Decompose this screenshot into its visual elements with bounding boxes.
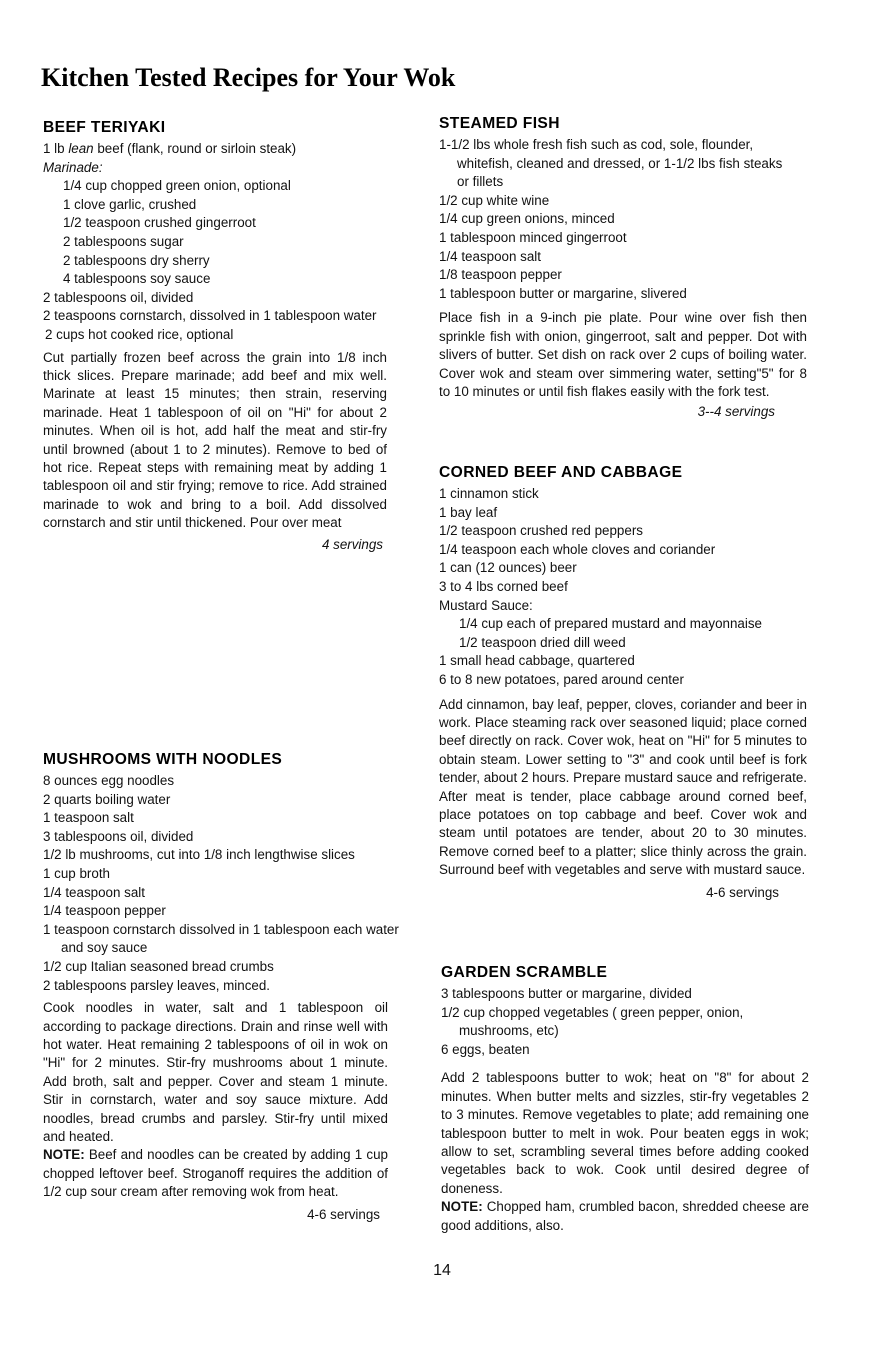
recipe-steamed-fish xyxy=(439,114,807,422)
servings: 4-6 servings xyxy=(307,1206,380,1222)
ingredient-text: beef (flank, round or sirloin steak) xyxy=(93,141,297,156)
servings: 4-6 servings xyxy=(706,884,779,900)
directions: Add 2 tablespoons butter to wok; heat on "8" for about 2 minutes. When butter melts and sizzles, stir-fry vegetables 2 to 3 minutes. Remove vegetables to plate; add remaining one tablespoon butter to melt in wok. Pour beaten eggs in wok; allow to set, scrambling several times before adding cooked vegetables back to wok. Cook until desired degree of doneness. xyxy=(441,1070,809,1196)
note-text: Beef and noodles can be created by adding 1 cup chopped leftover beef. Stroganoff requires the addition of 1/2 cup sour cream after removing wok from heat. xyxy=(43,1147,388,1200)
ingredient: 1/2 teaspoon crushed red peppers xyxy=(439,523,643,539)
ingredient: 1 tablespoon minced gingerroot xyxy=(439,229,627,245)
ingredient xyxy=(43,140,387,159)
mustard-sauce-label: Mustard Sauce: xyxy=(439,597,533,613)
ingredient-list xyxy=(439,485,807,690)
ingredient: 2 tablespoons sugar xyxy=(63,233,184,249)
ingredient: 1 bay leaf xyxy=(439,504,498,520)
ingredient: 2 teaspoons cornstarch, dissolved in 1 tablespoon water xyxy=(43,308,377,324)
note-label: NOTE: xyxy=(441,1199,483,1215)
note-text: Chopped ham, crumbled bacon, shredded cheese are good additions, also. xyxy=(441,1199,809,1233)
ingredient: 1 can (12 ounces) beer xyxy=(439,560,577,576)
ingredient: 1 cup broth xyxy=(43,865,110,881)
ingredient: 1/4 teaspoon pepper xyxy=(43,903,166,919)
ingredient: 8 ounces egg noodles xyxy=(43,773,175,788)
ingredient: 1/2 cup chopped vegetables ( green pepper, onion, mushrooms, etc) xyxy=(441,1004,744,1039)
recipe-mushrooms-with-noodles xyxy=(43,750,399,1224)
recipe-title: CORNED BEEF AND CABBAGE xyxy=(439,464,683,481)
ingredient: 1/4 teaspoon each whole cloves and coriander xyxy=(439,541,716,557)
ingredient: 1/2 cup Italian seasoned bread crumbs xyxy=(43,958,274,974)
servings: 3--4 servings xyxy=(697,404,775,420)
recipe-title: STEAMED FISH xyxy=(439,115,560,132)
note xyxy=(441,1198,809,1235)
ingredient: 3 to 4 lbs corned beef xyxy=(439,578,568,594)
marinade-label: Marinade: xyxy=(43,159,103,175)
recipe-title: BEEF TERIYAKI xyxy=(43,119,166,136)
ingredient: 1 teaspoon cornstarch dissolved in 1 tablespoon each water and soy sauce xyxy=(43,921,399,956)
directions: Cut partially frozen beef across the grain into 1/8 inch thick slices. Prepare marinade; add beef and mix well. Marinate at least 15 minutes; then strain, reserving marinade. Heat 1 tablespoon of oil on "Hi" for about 2 minutes. When oil is hot, add half the meat and stir-fry until browned (about 1 to 2 minutes). Remove to bed of hot rice. Repeat steps with remaining meat by adding 1 tablespoon oil and stir frying; remove to rice. Add strained marinade to wok and bring to a boil. Add dissolved cornstarch and stir until thickened. Pour over meat xyxy=(43,349,387,531)
directions: Cook noodles in water, salt and 1 tablespoon oil according to package directions. Drain and rinse well with hot water. Heat remaining 2 tablespoons of oil in wok on "Hi" for 2 minutes. Stir-fry mushrooms about 1 minute. Add broth, salt and pepper. Cover and steam 1 minute. Stir in cornstarch, water and soy sauce mixture. Add noodles, bread crumbs and parsley. Stir-fry until mixed and heated. xyxy=(43,1000,388,1144)
recipe-garden-scramble xyxy=(441,963,809,1235)
ingredient: 3 tablespoons oil, divided xyxy=(43,828,194,844)
ingredient: 1 tablespoon butter or margarine, slivered xyxy=(439,285,687,301)
ingredient: 1/4 cup each of prepared mustard and mayonnaise xyxy=(459,616,762,632)
recipe-corned-beef-and-cabbage xyxy=(439,463,807,902)
ingredient: 6 eggs, beaten xyxy=(441,1041,530,1057)
ingredient: 1/4 cup green onions, minced xyxy=(439,211,615,227)
ingredient: 1/2 lb mushrooms, cut into 1/8 inch lengthwise slices xyxy=(43,847,355,863)
recipe-beef-teriyaki xyxy=(43,118,387,554)
note-label: NOTE: xyxy=(43,1147,85,1163)
ingredient: 1/8 teaspoon pepper xyxy=(439,267,562,283)
ingredient: 4 tablespoons soy sauce xyxy=(63,271,211,287)
ingredient: 1/4 teaspoon salt xyxy=(43,884,145,900)
ingredient: 1 cinnamon stick xyxy=(439,486,539,501)
ingredient: 1/2 cup white wine xyxy=(439,192,550,208)
ingredient: 1 small head cabbage, quartered xyxy=(439,653,635,669)
ingredient-emphasis: lean xyxy=(68,141,94,156)
ingredient-list xyxy=(43,772,399,995)
ingredient: 1/2 teaspoon dried dill weed xyxy=(459,634,626,650)
ingredient: 1 teaspoon salt xyxy=(43,810,134,826)
ingredient: 1/4 teaspoon salt xyxy=(439,248,541,264)
ingredient: 2 tablespoons parsley leaves, minced. xyxy=(43,977,271,993)
ingredient: 2 cups hot cooked rice, optional xyxy=(45,326,234,342)
ingredient: 2 tablespoons oil, divided xyxy=(43,289,194,305)
ingredient-list xyxy=(43,140,387,345)
directions: Place fish in a 9-inch pie plate. Pour wine over fish then sprinkle fish with onion, gingerroot, salt and pepper. Dot with slivers of butter. Set dish on rack over 2 cups of boiling water. Cover wok and steam over simmering water, setting"5" for 8 to 10 minutes or until fish flakes easily with the fork test. xyxy=(439,310,807,399)
ingredient: 6 to 8 new potatoes, pared around center xyxy=(439,671,684,687)
ingredient-list xyxy=(441,985,809,1059)
ingredient: 1/2 teaspoon crushed gingerroot xyxy=(63,215,256,231)
ingredient: 2 tablespoons dry sherry xyxy=(63,252,210,268)
ingredient-list xyxy=(439,136,807,303)
note xyxy=(43,1146,388,1201)
servings: 4 servings xyxy=(321,536,383,552)
recipe-title: MUSHROOMS WITH NOODLES xyxy=(43,751,283,768)
page-title: Kitchen Tested Recipes for Your Wok xyxy=(41,63,456,92)
page-number: 14 xyxy=(433,1262,451,1279)
ingredient-text: 1 lb xyxy=(43,141,69,156)
ingredient: 1/4 cup chopped green onion, optional xyxy=(63,178,291,194)
ingredient: 2 quarts boiling water xyxy=(43,791,171,807)
ingredient: 1-1/2 lbs whole fresh fish such as cod, sole, flounder, whitefish, cleaned and dressed, or 1-1/2 lbs fish steaks or fillets xyxy=(439,137,783,190)
ingredient: 1 clove garlic, crushed xyxy=(63,196,197,212)
directions: Add cinnamon, bay leaf, pepper, cloves, coriander and beer in work. Place steaming rack over seasoned liquid; place corned beef directly on rack. Cover wok, heat on "Hi" for 5 minutes to obtain steam. Lower setting to "3" and cook until beef is fork tender, about 2 hours. Prepare mustard sauce and refrigerate. After meat is tender, place cabbage around corned beef, place potatoes on top cabbage and beef. Cover wok and steam until potatoes are tender, about 20 to 30 minutes. Remove corned beef to a platter; slice thinly across the grain. Surround beef with vegetables and serve with mustard sauce. xyxy=(439,696,807,878)
ingredient: 3 tablespoons butter or margarine, divided xyxy=(441,986,692,1001)
recipe-title: GARDEN SCRAMBLE xyxy=(441,964,608,981)
